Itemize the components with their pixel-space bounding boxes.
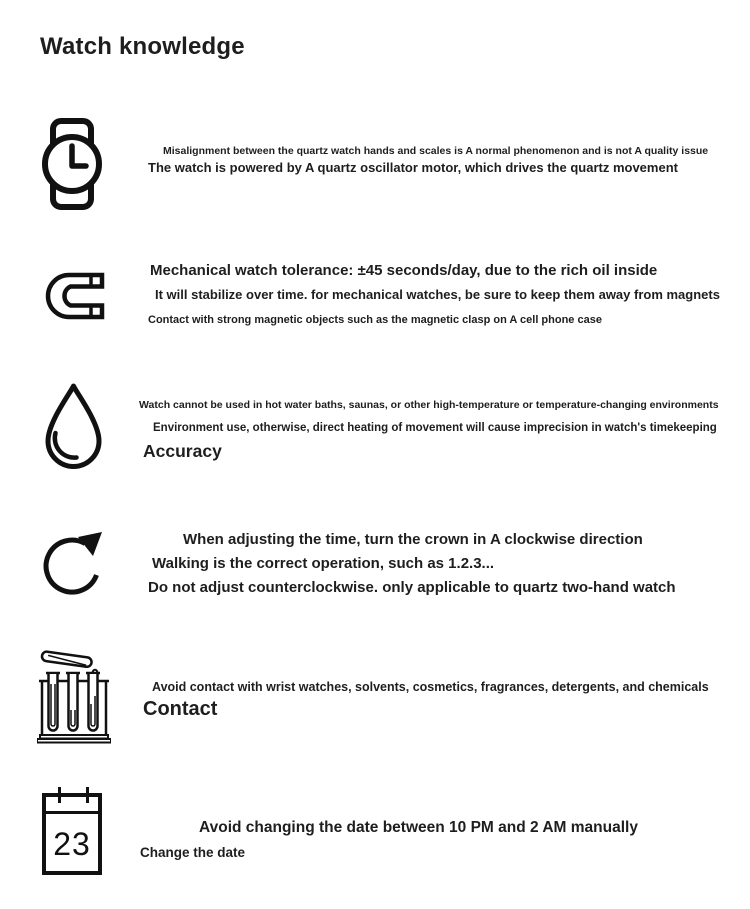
water-drop-icon <box>42 382 105 470</box>
page-title: Watch knowledge <box>40 33 245 60</box>
crown-note-counterclockwise: Do not adjust counterclockwise. only applicable to quartz two-hand watch <box>148 579 676 596</box>
magnet-note-contact: Contact with strong magnetic objects such as the magnetic clasp on A cell phone case <box>148 314 602 326</box>
temperature-note-small: Watch cannot be used in hot water baths, saunas, or other high-temperature or temperature-changing environments <box>139 399 719 411</box>
temperature-note-environment: Environment use, otherwise, direct heating of movement will cause imprecision in watch's timekeeping <box>153 422 717 434</box>
date-note-avoid: Avoid changing the date between 10 PM and 2 AM manually <box>199 819 638 836</box>
quartz-note-small: Misalignment between the quartz watch hands and scales is A normal phenomenon and is not A quality issue <box>163 145 709 157</box>
calendar-day-number: 23 <box>53 825 91 862</box>
magnet-icon <box>43 272 105 320</box>
chemical-note: Avoid contact with wrist watches, solvents, cosmetics, fragrances, detergents, and chemicals <box>152 680 709 694</box>
accuracy-heading: Accuracy <box>143 441 222 461</box>
wristwatch-icon <box>42 118 102 210</box>
clockwise-arrow-icon <box>43 528 105 600</box>
magnet-note-tolerance: Mechanical watch tolerance: ±45 seconds/day, due to the rich oil inside <box>150 262 658 279</box>
calendar-icon <box>42 793 102 875</box>
crown-note-walking: Walking is the correct operation, such as 1.2.3... <box>152 555 495 572</box>
magnet-note-stabilize: It will stabilize over time. for mechanical watches, be sure to keep them away from magnets <box>155 287 720 302</box>
contact-heading: Contact <box>143 698 218 720</box>
quartz-note-main: The watch is powered by A quartz oscillator motor, which drives the quartz movement <box>148 160 678 175</box>
date-note-change: Change the date <box>140 845 246 860</box>
crown-note-clockwise: When adjusting the time, turn the crown in A clockwise direction <box>183 531 643 548</box>
calendar-header <box>46 797 98 814</box>
test-tubes-icon <box>37 648 111 744</box>
